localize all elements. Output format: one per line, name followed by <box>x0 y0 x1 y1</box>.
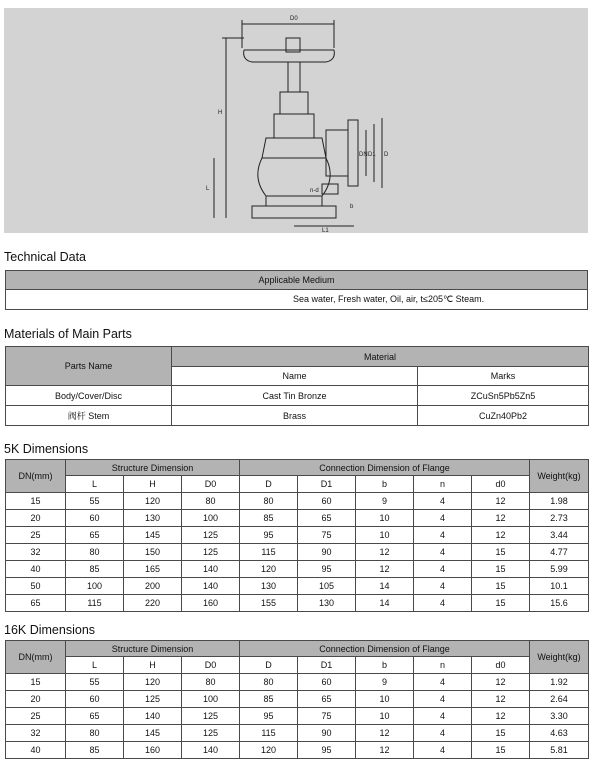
table-row <box>6 708 589 725</box>
dim-d0-top: D0 <box>290 16 298 22</box>
table-cell: 160 <box>124 742 182 759</box>
table-cell: 2.64 <box>530 691 589 708</box>
table-cell: 105 <box>298 578 356 595</box>
dim-l1: L1 <box>322 228 329 233</box>
name-header: Name <box>172 367 418 386</box>
table-cell: 25 <box>6 708 66 725</box>
table-row <box>6 674 589 691</box>
table-cell: 145 <box>124 725 182 742</box>
table-cell: 4 <box>414 742 472 759</box>
table-cell: 4.77 <box>530 544 589 561</box>
dims5k-flange-header: Connection Dimension of Flange <box>240 460 530 476</box>
table-cell: 15 <box>472 725 530 742</box>
table-row <box>6 544 589 561</box>
table-cell: 65 <box>298 510 356 527</box>
table-cell: 20 <box>6 691 66 708</box>
table-cell: 4 <box>414 708 472 725</box>
table-cell: 85 <box>240 691 298 708</box>
dim-dn: DN <box>359 152 368 158</box>
table-cell: 55 <box>66 674 124 691</box>
table-cell: 60 <box>298 493 356 510</box>
table-row <box>6 595 589 612</box>
table-cell: 130 <box>124 510 182 527</box>
table-row <box>6 691 589 708</box>
dims5k-sub-header: b <box>356 476 414 493</box>
table-cell: 60 <box>66 510 124 527</box>
table-cell: 4 <box>414 578 472 595</box>
table-cell: 15 <box>472 595 530 612</box>
dim-b: b <box>350 204 354 210</box>
table-row <box>6 578 589 595</box>
table-cell: 125 <box>124 691 182 708</box>
table-cell: 65 <box>66 708 124 725</box>
dims16k-sub-header: n <box>414 657 472 674</box>
table-cell: 3.44 <box>530 527 589 544</box>
material-row-marks: CuZn40Pb2 <box>418 406 589 426</box>
table-cell: 10 <box>356 510 414 527</box>
table-cell: 4 <box>414 544 472 561</box>
table-cell: 145 <box>124 527 182 544</box>
dims16k-sub-header: D <box>240 657 298 674</box>
table-cell: 60 <box>66 691 124 708</box>
table-cell: 15 <box>6 493 66 510</box>
table-row <box>6 510 589 527</box>
table-cell: 15 <box>472 561 530 578</box>
table-cell: 80 <box>182 674 240 691</box>
table-cell: 10 <box>356 527 414 544</box>
table-cell: 65 <box>6 595 66 612</box>
table-cell: 85 <box>66 561 124 578</box>
dims5k-sub-header: L <box>66 476 124 493</box>
table-cell: 125 <box>182 544 240 561</box>
dims16k-sub-header: H <box>124 657 182 674</box>
table-cell: 120 <box>124 674 182 691</box>
table-cell: 12 <box>472 691 530 708</box>
table-cell: 55 <box>66 493 124 510</box>
table-cell: 200 <box>124 578 182 595</box>
table-cell: 95 <box>298 561 356 578</box>
dim-nd: n-d <box>310 188 319 194</box>
table-cell: 40 <box>6 742 66 759</box>
dims16k-flange-header: Connection Dimension of Flange <box>240 641 530 657</box>
table-cell: 80 <box>240 493 298 510</box>
table-cell: 120 <box>124 493 182 510</box>
dims5k-sub-header: n <box>414 476 472 493</box>
table-cell: 10.1 <box>530 578 589 595</box>
dims16k-sub-header: L <box>66 657 124 674</box>
materials-table <box>5 346 589 426</box>
table-cell: 85 <box>66 742 124 759</box>
technical-data-title: Technical Data <box>4 250 86 264</box>
table-cell: 20 <box>6 510 66 527</box>
table-cell: 4 <box>414 527 472 544</box>
table-cell: 4 <box>414 595 472 612</box>
parts-name-header: Parts Name <box>6 347 172 386</box>
dims5k-structure-header: Structure Dimension <box>66 460 240 476</box>
table-cell: 25 <box>6 527 66 544</box>
table-cell: 90 <box>298 544 356 561</box>
table-cell: 12 <box>356 561 414 578</box>
table-cell: 75 <box>298 527 356 544</box>
table-cell: 12 <box>356 725 414 742</box>
table-cell: 130 <box>298 595 356 612</box>
table-cell: 15 <box>6 674 66 691</box>
dim-h: H <box>218 110 223 116</box>
material-header: Material <box>172 347 589 367</box>
table-cell: 160 <box>182 595 240 612</box>
dims5k-body <box>6 493 589 612</box>
applicable-medium-value: Sea water, Fresh water, Oil, air, t≤205℃ Steam. <box>6 290 588 310</box>
dims5k-weight-header: Weight(kg) <box>530 460 589 493</box>
table-cell: 9 <box>356 674 414 691</box>
dims16k-sub-header: b <box>356 657 414 674</box>
dims16k-weight-header: Weight(kg) <box>530 641 589 674</box>
table-cell: 9 <box>356 493 414 510</box>
dims5k-sub-header: d0 <box>472 476 530 493</box>
table-cell: 12 <box>472 674 530 691</box>
material-row-name: Brass <box>172 406 418 426</box>
table-cell: 140 <box>124 708 182 725</box>
dims16k-title: 16K Dimensions <box>4 623 96 637</box>
dims16k-sub-header: D1 <box>298 657 356 674</box>
dims5k-sub-header: H <box>124 476 182 493</box>
material-row-part: 阀杆 Stem <box>6 406 172 426</box>
table-cell: 12 <box>472 527 530 544</box>
table-cell: 4 <box>414 493 472 510</box>
table-cell: 155 <box>240 595 298 612</box>
material-row-marks: ZCuSn5Pb5Zn5 <box>418 386 589 406</box>
table-cell: 75 <box>298 708 356 725</box>
table-cell: 32 <box>6 725 66 742</box>
dims16k-sub-header: d0 <box>472 657 530 674</box>
table-cell: 80 <box>182 493 240 510</box>
table-cell: 80 <box>240 674 298 691</box>
table-cell: 125 <box>182 708 240 725</box>
applicable-medium-header: Applicable Medium <box>6 271 588 290</box>
table-cell: 4 <box>414 674 472 691</box>
table-cell: 60 <box>298 674 356 691</box>
table-cell: 95 <box>240 708 298 725</box>
dims5k-sub-header: D1 <box>298 476 356 493</box>
table-cell: 100 <box>66 578 124 595</box>
dims16k-sub-header: D0 <box>182 657 240 674</box>
dims16k-structure-header: Structure Dimension <box>66 641 240 657</box>
dim-d1: D1 <box>368 152 376 158</box>
table-cell: 10 <box>356 708 414 725</box>
table-cell: 150 <box>124 544 182 561</box>
dims16k-body <box>6 674 589 759</box>
table-cell: 32 <box>6 544 66 561</box>
table-cell: 4.63 <box>530 725 589 742</box>
dim-d: D <box>384 152 389 158</box>
table-cell: 5.81 <box>530 742 589 759</box>
table-cell: 165 <box>124 561 182 578</box>
table-cell: 65 <box>298 691 356 708</box>
table-cell: 15.6 <box>530 595 589 612</box>
dims16k-table <box>5 640 589 759</box>
valve-schematic <box>4 8 588 233</box>
table-cell: 4 <box>414 691 472 708</box>
table-cell: 80 <box>66 725 124 742</box>
valve-drawing <box>4 8 588 233</box>
table-cell: 4 <box>414 561 472 578</box>
table-cell: 14 <box>356 578 414 595</box>
material-row-name: Cast Tin Bronze <box>172 386 418 406</box>
table-cell: 120 <box>240 742 298 759</box>
table-cell: 115 <box>66 595 124 612</box>
table-cell: 40 <box>6 561 66 578</box>
table-cell: 10 <box>356 691 414 708</box>
table-row <box>6 725 589 742</box>
materials-title: Materials of Main Parts <box>4 327 132 341</box>
table-cell: 5.99 <box>530 561 589 578</box>
table-cell: 3.30 <box>530 708 589 725</box>
table-cell: 15 <box>472 544 530 561</box>
table-cell: 100 <box>182 691 240 708</box>
table-cell: 12 <box>356 544 414 561</box>
table-row <box>6 493 589 510</box>
dims5k-table <box>5 459 589 612</box>
table-cell: 85 <box>240 510 298 527</box>
table-cell: 100 <box>182 510 240 527</box>
table-cell: 15 <box>472 742 530 759</box>
dims16k-dn-header: DN(mm) <box>6 641 66 674</box>
dims5k-sub-header: D <box>240 476 298 493</box>
table-cell: 95 <box>240 527 298 544</box>
dims5k-sub-header: D0 <box>182 476 240 493</box>
table-cell: 125 <box>182 725 240 742</box>
table-cell: 125 <box>182 527 240 544</box>
table-cell: 115 <box>240 544 298 561</box>
table-cell: 140 <box>182 561 240 578</box>
dims5k-title: 5K Dimensions <box>4 442 89 456</box>
table-cell: 140 <box>182 742 240 759</box>
table-cell: 4 <box>414 725 472 742</box>
table-cell: 1.92 <box>530 674 589 691</box>
table-cell: 115 <box>240 725 298 742</box>
table-cell: 120 <box>240 561 298 578</box>
table-cell: 90 <box>298 725 356 742</box>
technical-data-table <box>5 270 588 310</box>
table-cell: 2.73 <box>530 510 589 527</box>
table-cell: 140 <box>182 578 240 595</box>
table-cell: 12 <box>356 742 414 759</box>
table-row <box>6 527 589 544</box>
dim-l: L <box>206 186 210 192</box>
table-cell: 130 <box>240 578 298 595</box>
marks-header: Marks <box>418 367 589 386</box>
table-cell: 65 <box>66 527 124 544</box>
table-cell: 12 <box>472 708 530 725</box>
table-cell: 12 <box>472 493 530 510</box>
table-cell: 1.98 <box>530 493 589 510</box>
table-cell: 4 <box>414 510 472 527</box>
table-row <box>6 742 589 759</box>
table-cell: 50 <box>6 578 66 595</box>
table-cell: 12 <box>472 510 530 527</box>
dims5k-dn-header: DN(mm) <box>6 460 66 493</box>
table-row <box>6 561 589 578</box>
table-cell: 80 <box>66 544 124 561</box>
table-cell: 15 <box>472 578 530 595</box>
table-cell: 220 <box>124 595 182 612</box>
table-cell: 95 <box>298 742 356 759</box>
material-row-part: Body/Cover/Disc <box>6 386 172 406</box>
table-cell: 14 <box>356 595 414 612</box>
